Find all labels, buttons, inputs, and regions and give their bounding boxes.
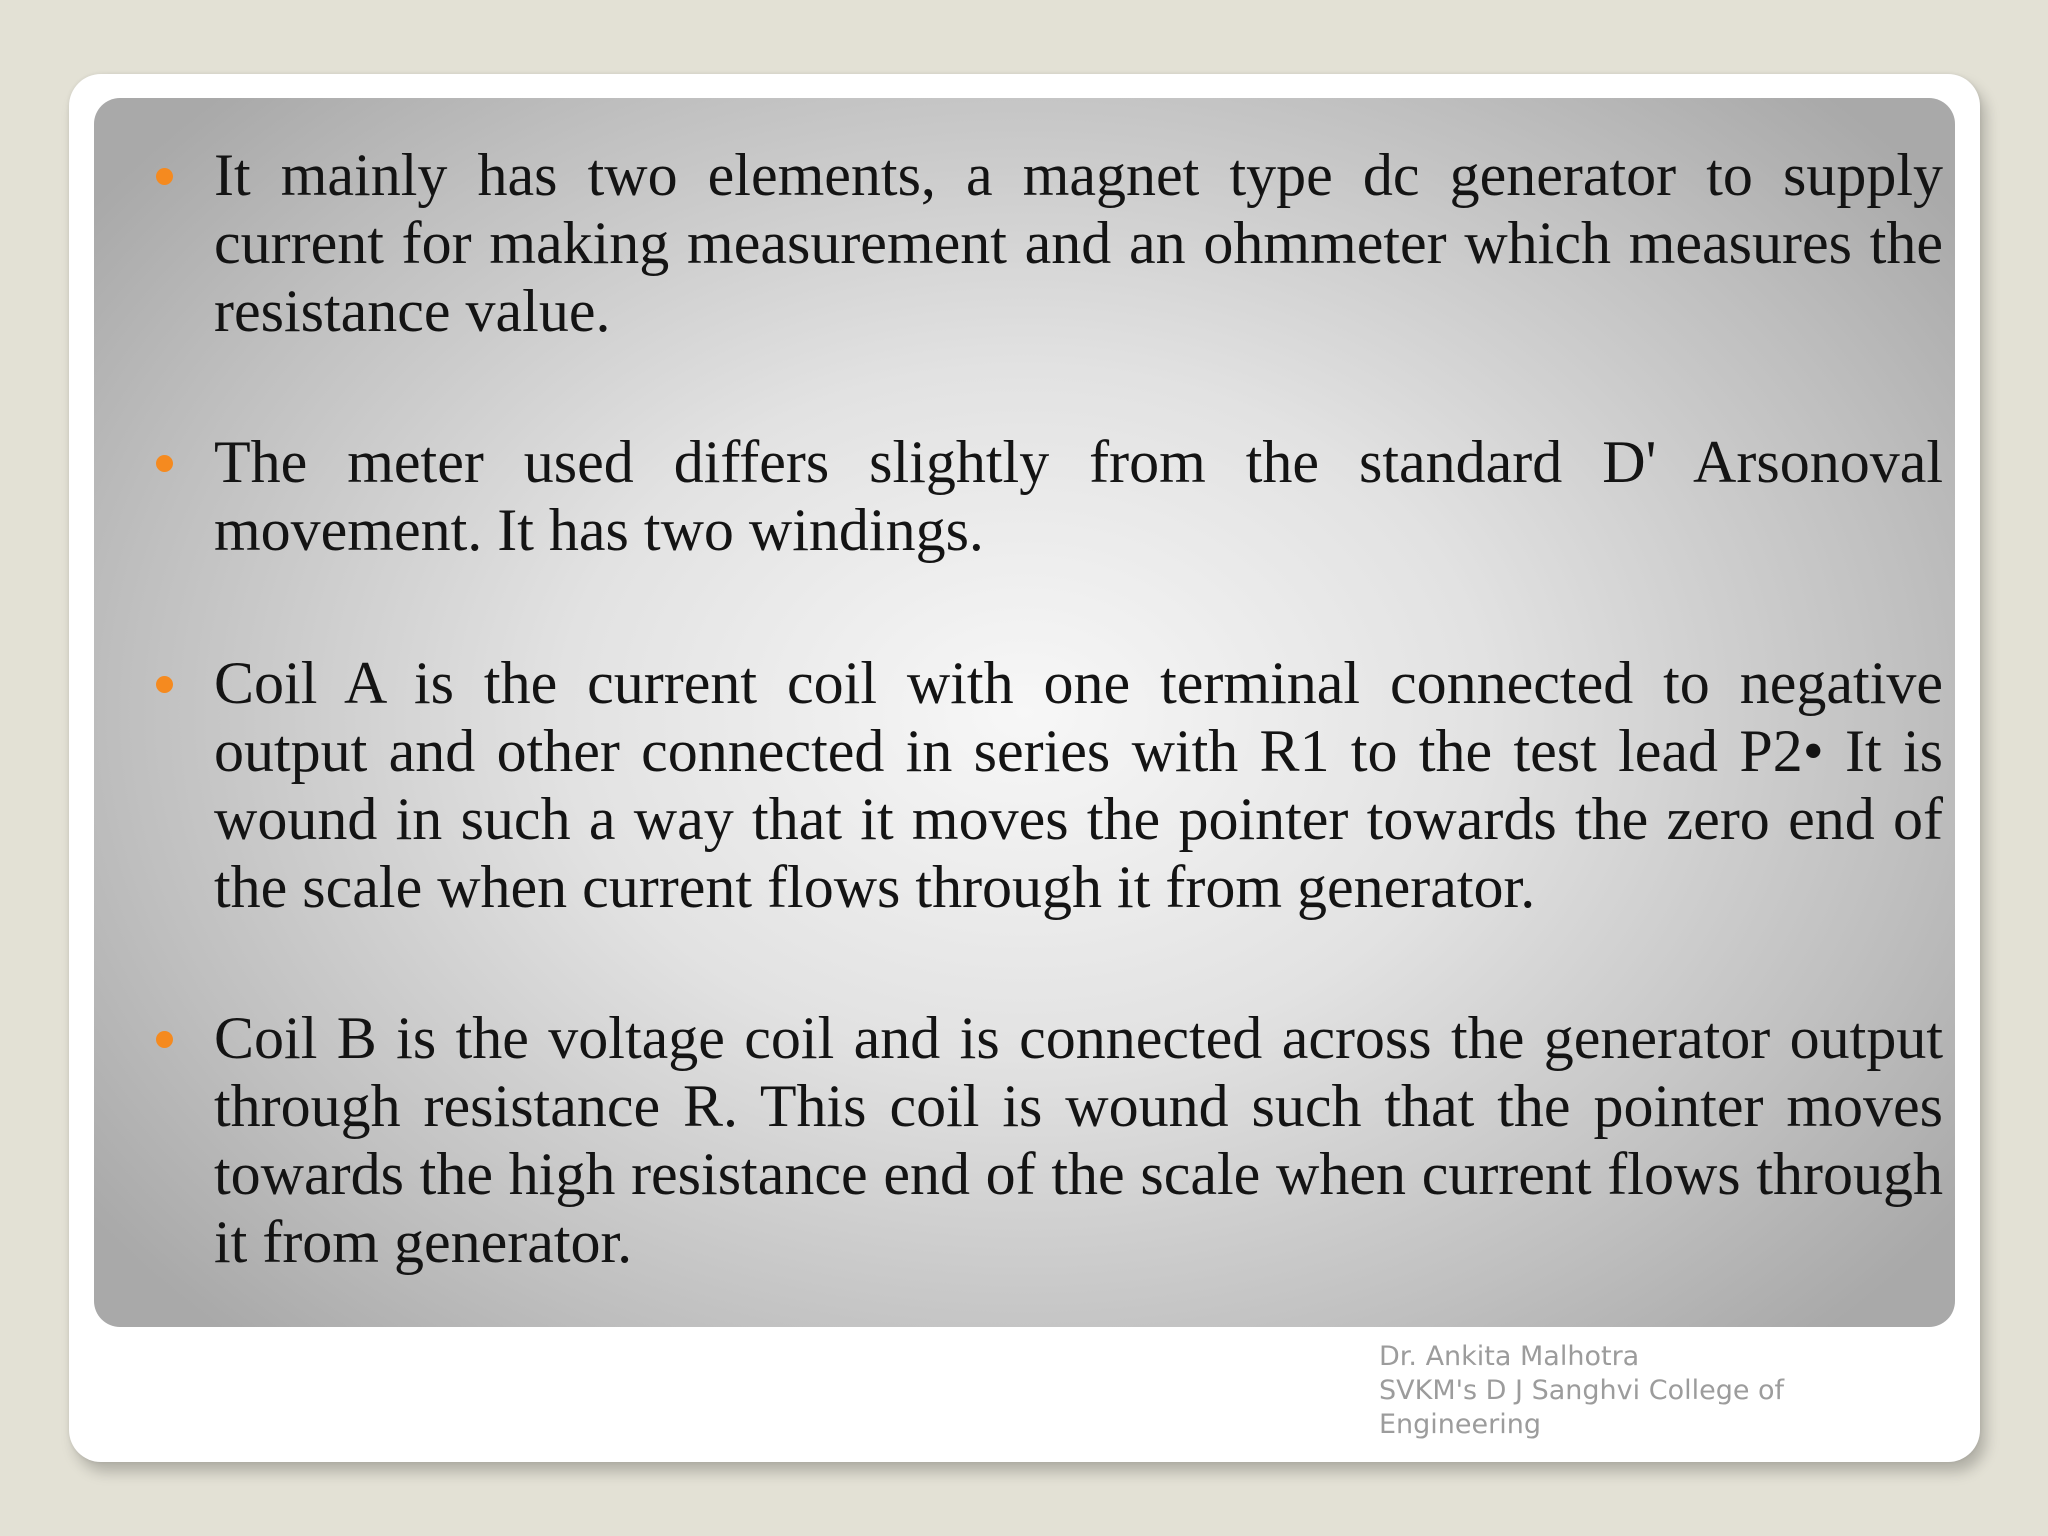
bullet-item: [214, 1004, 1943, 1276]
footer-institution-line2: Engineering: [1379, 1409, 1541, 1440]
footer-institution-line1: SVKM's D J Sanghvi College of: [1379, 1375, 1785, 1406]
bullet-text: It mainly has two elements, a magnet type dc generator to supply current for making measurement and an ohmmeter which measures the resistance value.: [214, 142, 1943, 344]
bullet-dot-icon: [156, 455, 173, 472]
bullet-dot-icon: [156, 1031, 173, 1048]
slide: [69, 74, 1980, 1462]
bullet-dot-icon: [156, 676, 173, 693]
bullet-text: Coil B is the voltage coil and is connected across the generator output through resistance R. This coil is wound such that the pointer moves towards the high resistance end of the scale when current flows through it from generator.: [214, 1005, 1943, 1275]
bullet-text: The meter used differs slightly from the standard D' Arsonoval movement. It has two windings.: [214, 429, 1943, 563]
content-panel: [94, 98, 1955, 1327]
bullet-item: [214, 141, 1943, 345]
bullet-item: [214, 649, 1943, 921]
bullet-text: Coil A is the current coil with one terminal connected to negative output and other connected in series with R1 to the test lead P2• It is wound in such a way that it moves the pointer towards the zero end of the scale when current flows through it from generator.: [214, 650, 1943, 920]
bullet-dot-icon: [156, 168, 173, 185]
footer-author: Dr. Ankita Malhotra: [1379, 1341, 1640, 1372]
slide-footer: [1379, 1340, 1859, 1442]
bullet-item: [214, 428, 1943, 564]
